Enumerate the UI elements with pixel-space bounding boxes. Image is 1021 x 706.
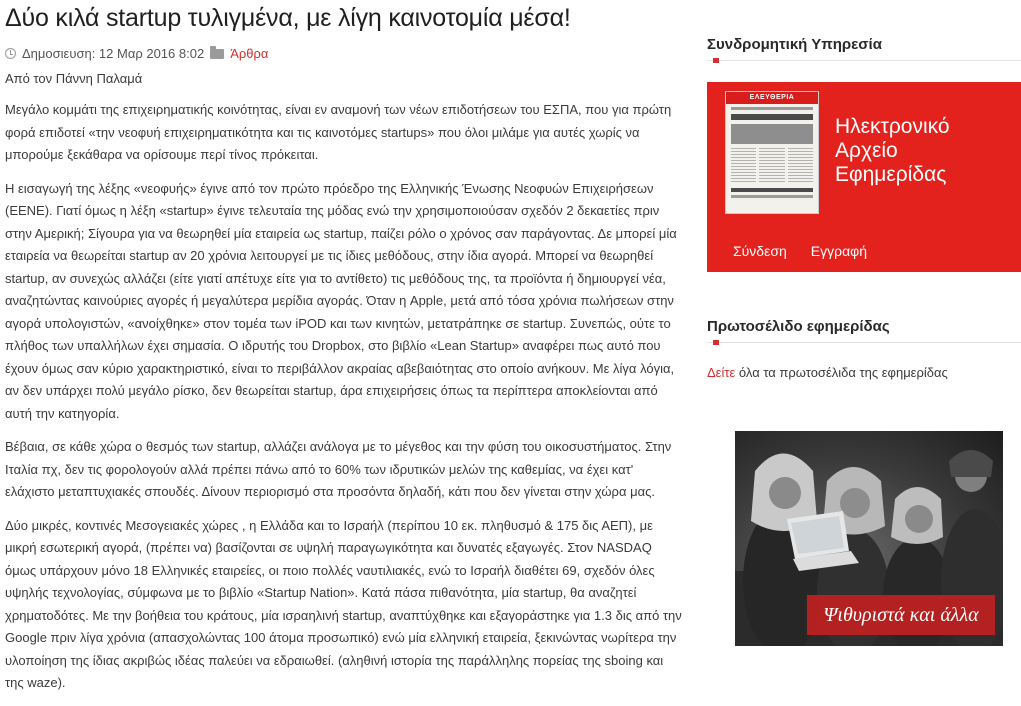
subscription-box[interactable]	[707, 82, 1021, 272]
paragraph: Δύο μικρές, κοντινές Μεσογειακές χώρες , η Ελλάδα και το Ισραήλ (περίπου 10 εκ. πληθυσμό & 175 δις ΑΕΠ), με μικρή εσωτερική αγορά, (πρέπει να) βασίζονται σε υψηλή παραγωγικότητα και δυνατές εξαγωγές. Στον NASDAQ όμως υπάρχουν μόνο 18 Ελληνικές εταιρείες, οι ποιο πολλές ναυτιλιακές, ενώ το Ισραήλ διαθέτει 69, σχεδόν όλες υψηλής τεχνολογίας, σύμφωνα με το βιβλίο «Startup Nation». Κατά πάσα πιθανότητα, μία startup, θα αναζητεί χρηματοδότες. Με την βοήθεια του κράτους, μία ισραηλινή startup, αναπτύχθηκε και εξαγοράστηκε για 1.3 δις από την Google πριν λίγα χρόνια (απασχολώντας 100 άτομα προσωπικό) ενώ μία ελληνική εταιρεία, ξεκινώντας νωρίτερα την υλοποίηση της ίδιας ακριβώς ιδέας παλεύει να εδραιωθεί. (αληθινή ιστορία της παράλληλης πορείας της sboing και της waze).	[5, 517, 682, 690]
frontpage-widget-title: Πρωτοσέλιδο εφημερίδας	[707, 318, 890, 335]
frontpage-link[interactable]: Δείτε	[707, 365, 736, 380]
clock-icon	[5, 48, 16, 59]
widget-divider	[707, 60, 1021, 61]
subscription-widget-title: Συνδρομητική Υπηρεσία	[707, 36, 882, 53]
archive-heading-line: Εφημερίδας	[835, 163, 947, 186]
divider-accent	[713, 340, 719, 345]
publish-date: Δημοσιευση: 12 Μαρ 2016 8:02	[22, 46, 205, 61]
folder-icon	[210, 49, 224, 59]
category-link[interactable]: Άρθρα	[230, 46, 269, 61]
frontpage-description: όλα τα πρωτοσέλιδα της εφημερίδας	[735, 365, 948, 380]
frontpage-text	[707, 365, 948, 380]
widget-divider	[707, 342, 1021, 343]
archive-heading[interactable]	[835, 115, 1005, 187]
article-author: Από τον Πάννη Παλαμά	[5, 71, 143, 86]
promo-label[interactable]: Ψιθυριστά και άλλα	[807, 595, 995, 635]
article-body	[5, 99, 685, 706]
divider-accent	[713, 58, 719, 63]
promo-banner[interactable]	[735, 431, 1003, 646]
article-title: Δύο κιλά startup τυλιγμένα, με λίγη καινοτομία μέσα!	[5, 4, 571, 32]
paragraph: Μεγάλο κομμάτι της επιχειρηματικής κοινότητας, είναι εν αναμονή των νέων επιδοτήσεων του ΕΣΠΑ, που για πρώτη φορά επιδοτεί «την νεοφυή επιχειρηματικότητα και τις καινοτόμες startups» που όλοι μιλάμε για αυτές χωρίς να μπορούμε ξεκάθαρα να ορίσουμε περί τίνος πρόκειται.	[5, 102, 672, 162]
account-links	[733, 243, 867, 259]
archive-heading-line: Ηλεκτρονικό	[835, 115, 950, 138]
archive-heading-line: Αρχείο	[835, 139, 898, 162]
login-link[interactable]: Σύνδεση	[733, 243, 787, 259]
newspaper-thumbnail[interactable]	[725, 91, 819, 214]
paragraph: Βέβαια, σε κάθε χώρα ο θεσμός των startup, αλλάζει ανάλογα με το μέγεθος και την φύση του οικοσυστήματος. Στην Ιταλία πχ, δεν τις φορολογούν αλλά πρέπει πάνω από το 60% των ιδρυτικών μελών της καθεμίας, να έχει κατ' ελάχιστο μεταπτυχιακές σπουδές. Δίνουν περιορισμό στα προσόντα δηλαδή, κάτι που δεν γίνεται στην χώρα μας.	[5, 439, 672, 499]
paper-masthead: ΕΛΕΥΘΕΡΙΑ	[726, 92, 818, 104]
article-meta	[5, 46, 268, 61]
paragraph: Η εισαγωγή της λέξης «νεοφυής» έγινε από τον πρώτο πρόεδρο της Ελληνικής Ένωσης Νεοφυών Επιχειρήσεων (ΕΕΝΕ). Γιατί όμως η λέξη «startup» έγινε τελευταία της μόδας ενώ την χρησιμοποιούσαν σχεδόν 2 δεκαετίες πριν στην Αμερική; Σίγουρα για να θεωρηθεί μία εταιρεία ως startup, παίζει ρόλο ο χρόνος σαν παράγοντας. Δε μπορεί μία εταιρεία να θεωρείται startup αν 20 χρόνια λειτουργεί με τις ίδιες μεθόδους, στην ίδια αγορά. Μπορεί να θεωρηθεί startup, αν συνεχώς αλλάζει (είτε γιατί απέτυχε είτε για το αντίθετο) τις μεθόδους της, τα προϊόντα ή δημιουργεί νέα, αναζητώντας καινούριες αγορές ή μεγαλύτερα μερίδια αγοράς. Όταν η Apple, μετά από τόσα χρόνια πωλήσεων στην αγορά υπολογιστών, «ανοίχθηκε» στον τομέα των iPOD και των κινητών, μετατράπηκε σε startup. Συνεπώς, ούτε το πλήθος των υπαλλήλων έχει σημασία. Ο ιδρυτής του Dropbox, στο βιβλίο «Lean Startup» αναφέρει πως αυτό που έχουν όμως σαν κύριο χαρακτηριστικό, είναι το περιβάλλον ακραίας αβεβαιότητας στο οποίο ανήκουν. Με λίγα λόγια, αν δεν υπάρχει πολύ μεγάλο ρίσκο, δεν θεωρείται startup, άρα επιχειρήσεις όπως τα περίπτερα αποκλείονται από αυτή την κατηγορία.	[5, 180, 677, 421]
register-link[interactable]: Εγγραφή	[810, 243, 868, 259]
